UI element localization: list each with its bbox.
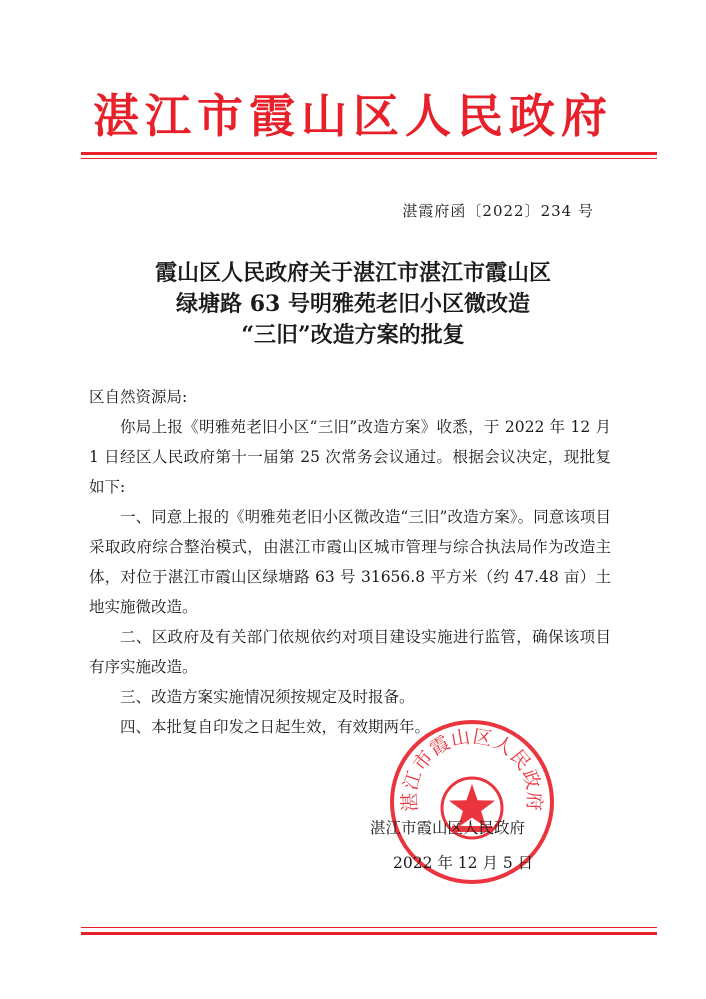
header-rule-thin (81, 158, 657, 159)
footer-rule-thick (81, 932, 657, 935)
title-line: 霞山区人民政府关于湛江市湛江市霞山区 (154, 260, 551, 286)
body-paragraph: 三、改造方案实施情况须按规定及时报备。 (120, 688, 415, 706)
title-line: 绿塘路 63 号明雅苑老旧小区微改造 (176, 291, 530, 317)
addressee: 区自然资源局: (89, 388, 188, 406)
document-number: 湛霞府函〔2022〕234 号 (402, 202, 594, 220)
signature-date: 2022 年 12 月 5 日 (393, 854, 534, 872)
document-body (89, 382, 611, 742)
body-paragraph: 你局上报《明雅苑老旧小区“三旧”改造方案》收悉，于 2022 年 12 月 1 日经区人民政府第十一届第 25 次常务会议通过。根据会议决定，现批复如下: (89, 418, 611, 496)
document-title (80, 258, 626, 351)
header-rule-thick (81, 152, 657, 155)
body-paragraph: 一、同意上报的《明雅苑老旧小区微改造“三旧”改造方案》。同意该项目采取政府综合整治模式，由湛江市霞山区城市管理与综合执法局作为改造主体，对位于湛江市霞山区绿塘路 63 号 31656.8 平方米（约 47.48 亩）土地实施微改造。 (89, 508, 611, 616)
svg-text:湛江市霞山区人民政府: 湛江市霞山区人民政府 (398, 725, 546, 813)
body-paragraph: 二、区政府及有关部门依规依约对项目建设实施进行监管，确保该项目有序实施改造。 (89, 628, 611, 676)
signature-organization: 湛江市霞山区人民政府 (370, 819, 526, 837)
footer-rule-thin (81, 927, 657, 928)
body-paragraph: 四、本批复自印发之日起生效，有效期两年。 (120, 718, 431, 736)
title-line: “三旧”改造方案的批复 (241, 322, 465, 348)
agency-masthead: 湛江市霞山区人民政府 (93, 89, 613, 143)
